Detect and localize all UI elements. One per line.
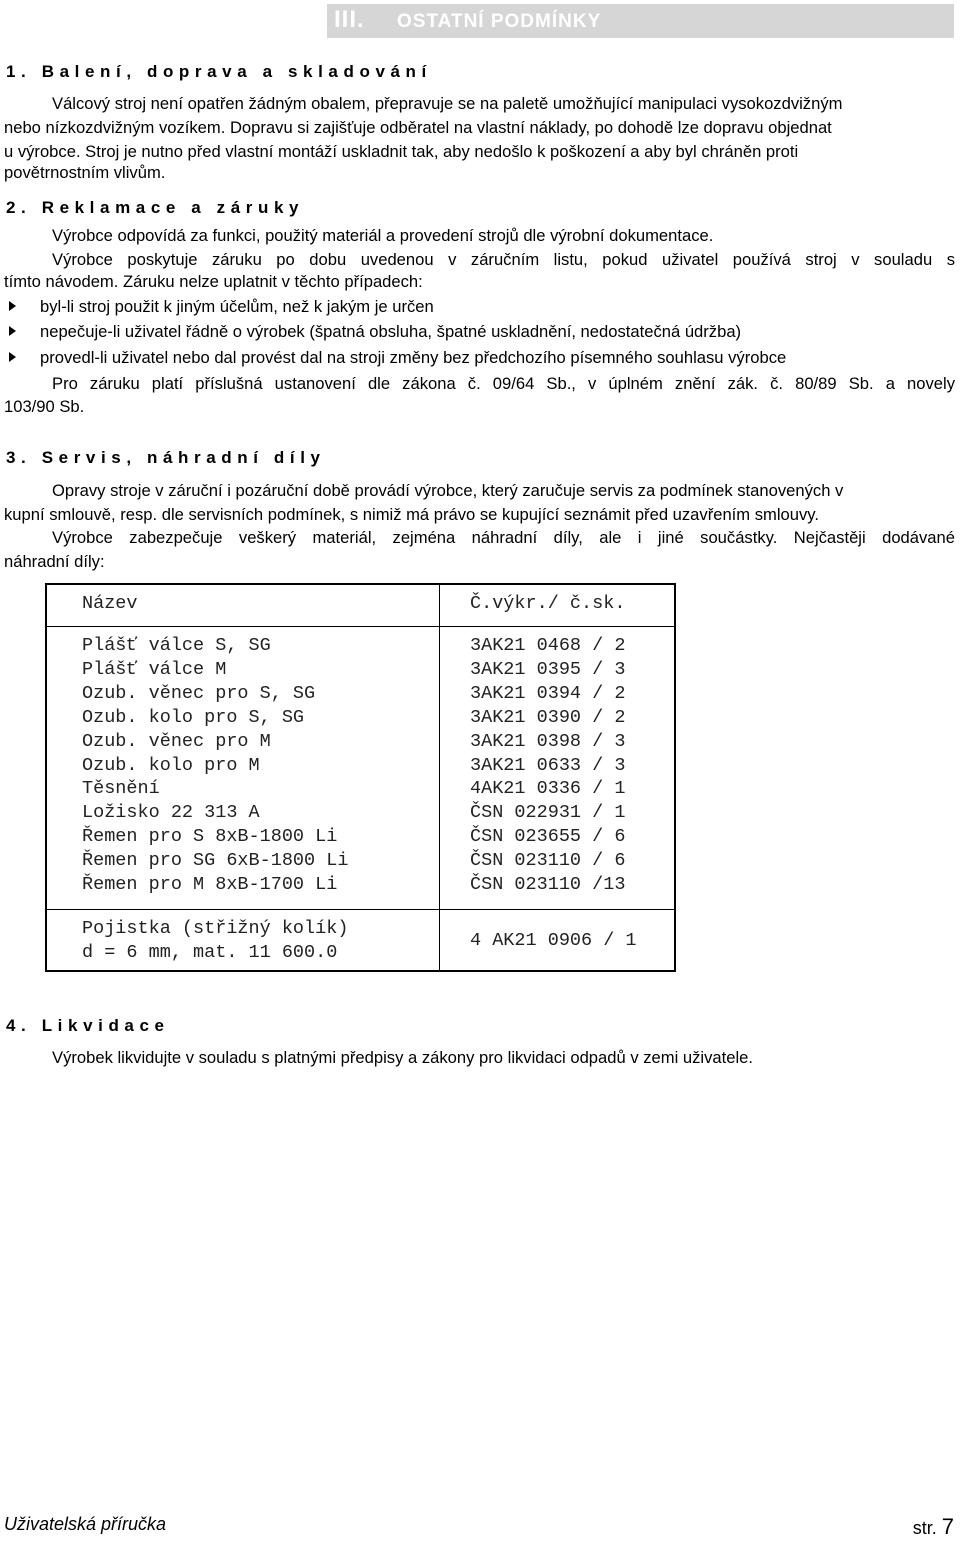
table-cell-name: Ozub. věnec pro S, SG [82,683,316,704]
footer-page-prefix: str. [912,1518,937,1538]
table-cell-name: Pojistka (střižný kolík) [82,918,349,939]
paragraph-line: povětrnostním vlivům. [4,163,166,182]
table-cell-code: 3AK21 0390 / 2 [470,707,626,728]
table-cell-code: 3AK21 0633 / 3 [470,755,626,776]
table-cell-code: ČSN 023655 / 6 [470,826,626,847]
paragraph-line: nebo nízkozdvižným vozíkem. Dopravu si zajišťuje odběratel na vlastní náklady, po dohodě lze dopravu objednat [4,118,832,137]
bullet-arrow-icon [9,326,16,336]
table-cell-name: Řemen pro SG 6xB-1800 Li [82,850,349,871]
footer-page-value: 7 [941,1514,954,1539]
paragraph-line: tímto návodem. Záruku nelze uplatnit v těchto případech: [4,272,423,291]
paragraph-line: 103/90 Sb. [4,397,85,416]
table-cell-code: 4AK21 0336 / 1 [470,778,626,799]
table-row-divider [47,909,674,910]
table-cell-name: Ozub. kolo pro S, SG [82,707,305,728]
table-cell-code: ČSN 023110 / 6 [470,850,626,871]
footer-document-name: Uživatelská příručka [4,1514,167,1534]
paragraph-line: Válcový stroj není opatřen žádným obalem, přepravuje se na paletě umožňující manipulaci vysokozdvižným [52,94,843,113]
paragraph-line: Opravy stroje v záruční i pozáruční době provádí výrobce, který zaručuje servis za podmínek stanovených v [52,481,844,500]
table-cell-name: Řemen pro S 8xB-1800 Li [82,826,338,847]
bullet-arrow-icon [9,352,16,362]
paragraph-line: u výrobce. Stroj je nutno před vlastní montáží uskladnit tak, aby nedošlo k poškození a aby byl chráněn proti [4,142,799,161]
bullet-item: byl-li stroj použit k jiným účelům, než k jakým je určen [40,297,434,316]
table-row-divider [47,626,674,627]
paragraph-line: Výrobek likvidujte v souladu s platnými předpisy a zákony pro likvidaci odpadů v zemi uživatele. [52,1048,753,1067]
table-cell-code: 3AK21 0398 / 3 [470,731,626,752]
bullet-item: provedl-li uživatel nebo dal provést dal na stroji změny bez předchozího písemného souhlasu výrobce [40,348,787,367]
table-cell-name: Ložisko 22 313 A [82,802,260,823]
table-header-name: Název [82,593,138,614]
table-cell-name: Ozub. věnec pro M [82,731,271,752]
table-header-code: Č.výkr./ č.sk. [470,593,626,614]
table-cell-code: 3AK21 0395 / 3 [470,659,626,680]
table-cell-name: Plášť válce M [82,659,227,680]
paragraph-line: kupní smlouvě, resp. dle servisních podmínek, s nimiž má právo se kupující seznámit před uzavřením smlouvy. [4,505,819,524]
table-cell-name: Těsnění [82,778,160,799]
paragraph-line: Výrobce poskytuje záruku po dobu uvedenou v záručním listu, pokud uživatel používá stroj v souladu s [52,250,955,269]
table-column-divider [439,585,440,970]
section-roman-numeral: III. [334,6,365,33]
heading-likvidace: 4. Likvidace [6,1016,170,1035]
table-cell-name: Řemen pro M 8xB-1700 Li [82,874,338,895]
paragraph-line: Pro záruku platí příslušná ustanovení dle zákona č. 09/64 Sb., v úplném znění zák. č. 80/89 Sb. a novely [52,374,955,393]
bullet-arrow-icon [9,301,16,311]
heading-baleni: 1. Balení, doprava a skladování [6,62,432,81]
table-cell-code: 3AK21 0394 / 2 [470,683,626,704]
bullet-item: nepečuje-li uživatel řádně o výrobek (špatná obsluha, špatné uskladnění, nedostatečná údržba) [40,322,742,341]
paragraph-line: náhradní díly: [4,552,105,571]
table-cell-code: ČSN 023110 /13 [470,874,626,895]
table-cell-name: Plášť válce S, SG [82,635,271,656]
footer-page-number [913,1514,954,1540]
paragraph-line: Výrobce odpovídá za funkci, použitý materiál a provedení strojů dle výrobní dokumentace. [52,226,714,245]
table-cell-code: 4 AK21 0906 / 1 [470,930,637,951]
table-cell-code: 3AK21 0468 / 2 [470,635,626,656]
paragraph-line: Výrobce zabezpečuje veškerý materiál, zejména náhradní díly, ale i jiné součástky. Nejčastěji dodávané [52,528,955,547]
table-cell-code: ČSN 022931 / 1 [470,802,626,823]
section-title: OSTATNÍ PODMÍNKY [397,11,602,32]
heading-reklamace: 2. Reklamace a záruky [6,198,305,217]
table-cell-name: d = 6 mm, mat. 11 600.0 [82,942,338,963]
table-cell-name: Ozub. kolo pro M [82,755,260,776]
heading-servis: 3. Servis, náhradní díly [6,448,326,467]
